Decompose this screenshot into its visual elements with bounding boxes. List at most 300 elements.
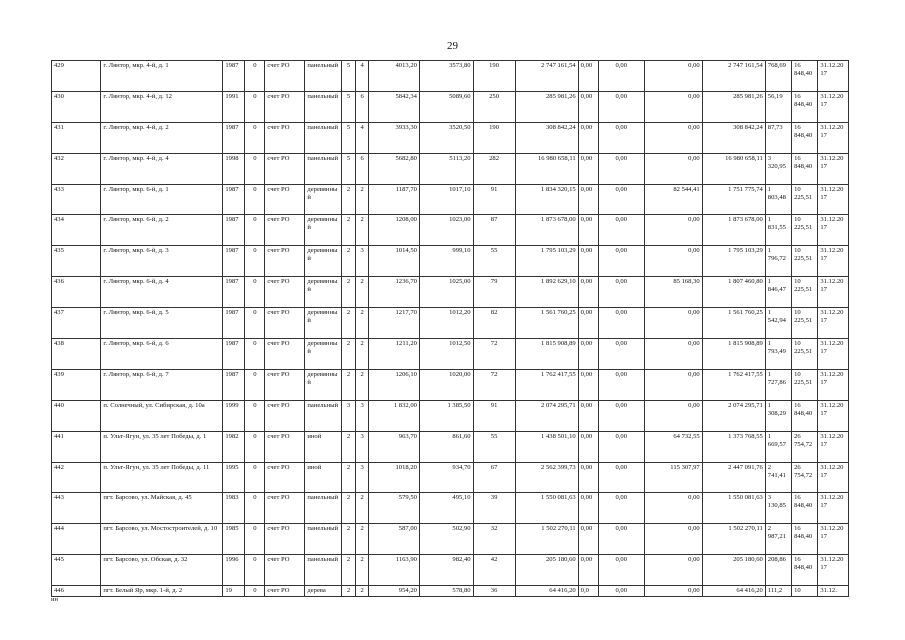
table-cell: 1 815 908,89 (515, 339, 578, 370)
table-cell: 79 (473, 277, 515, 308)
table-cell: 10 225,51 (792, 369, 818, 400)
table-cell: 999,10 (419, 246, 473, 277)
table-cell: счет РО (265, 91, 305, 122)
table-cell: счет РО (265, 431, 305, 462)
table-cell: 0 (245, 91, 265, 122)
table-cell: 0,00 (644, 246, 702, 277)
table-cell: 72 (473, 369, 515, 400)
table-cell: 441 (52, 431, 101, 462)
table-cell: 5682,80 (369, 153, 419, 184)
table-cell: 16 848,40 (792, 61, 818, 92)
table-cell: 2 (355, 493, 369, 524)
table-cell: 55 (473, 431, 515, 462)
table-cell: 1 550 081,63 (515, 493, 578, 524)
table-cell: 16 980 658,11 (702, 153, 765, 184)
table-cell: 1 502 270,11 (515, 524, 578, 555)
table-cell: 1987 (223, 61, 245, 92)
table-cell: 2 987,21 (765, 524, 791, 555)
table-cell: 0,00 (578, 246, 598, 277)
table-row (52, 246, 849, 277)
table-cell: пгт. Барсово, ул. Обская, д. 32 (101, 555, 223, 586)
table-cell: 587,00 (369, 524, 419, 555)
table-cell: 1023,00 (419, 215, 473, 246)
table-cell: 0,00 (578, 308, 598, 339)
table-row (52, 555, 849, 586)
table-cell: 1998 (223, 153, 245, 184)
table-cell: 5842,34 (369, 91, 419, 122)
table-cell: 190 (473, 122, 515, 153)
table-cell: 87,73 (765, 122, 791, 153)
table-cell: 1 502 270,11 (702, 524, 765, 555)
table-cell: 0,00 (598, 122, 644, 153)
table-cell: 10 225,51 (792, 184, 818, 215)
table-cell: 10 225,51 (792, 339, 818, 370)
table-cell: 56,19 (765, 91, 791, 122)
table-cell: 0 (245, 369, 265, 400)
table-cell: 31.12.2017 (818, 215, 849, 246)
table-cell: 4013,20 (369, 61, 419, 92)
table-cell: пгт. Барсово, ул. Мостостроителей, д. 10 (101, 524, 223, 555)
table-cell: 1018,20 (369, 462, 419, 493)
table-cell: 2 074 295,71 (515, 400, 578, 431)
table-cell: 282 (473, 153, 515, 184)
table-cell: 1236,70 (369, 277, 419, 308)
table-cell: 55 (473, 246, 515, 277)
table-cell: 31.12.2017 (818, 61, 849, 92)
table-cell: 3933,30 (369, 122, 419, 153)
table-cell: 16 848,40 (792, 122, 818, 153)
table-cell: 579,50 (369, 493, 419, 524)
table-cell: 0 (245, 555, 265, 586)
table-cell: 439 (52, 369, 101, 400)
table-cell: 495,10 (419, 493, 473, 524)
table-cell: 3 (355, 400, 369, 431)
table-cell: 0,00 (578, 524, 598, 555)
table-cell: 1208,00 (369, 215, 419, 246)
table-cell: 2 (355, 308, 369, 339)
table-cell: г. Лянтор, мкр. 6-й, д. 3 (101, 246, 223, 277)
table-cell: 82 544,41 (644, 184, 702, 215)
table-cell: 16 848,40 (792, 91, 818, 122)
table-cell: 1 669,57 (765, 431, 791, 462)
table-cell: 1987 (223, 277, 245, 308)
table-cell: 578,80 (419, 586, 473, 597)
table-cell: 1999 (223, 400, 245, 431)
page-number: 29 (447, 40, 458, 52)
table-cell: 1 561 760,25 (515, 308, 578, 339)
table-cell: 2 (355, 339, 369, 370)
table-cell: счет РО (265, 308, 305, 339)
table-cell: деревянный (305, 277, 342, 308)
table-cell: 31.12.2017 (818, 184, 849, 215)
table-cell: 2 (355, 369, 369, 400)
table-cell: 768,69 (765, 61, 791, 92)
table-cell: 1987 (223, 339, 245, 370)
table-cell: 433 (52, 184, 101, 215)
table-cell: 1014,50 (369, 246, 419, 277)
table-cell: 111,2 (765, 586, 791, 597)
table-cell: 5 (342, 153, 356, 184)
table-cell: счет РО (265, 246, 305, 277)
table-cell: 1 385,50 (419, 400, 473, 431)
table-cell: 31.12.2017 (818, 555, 849, 586)
table-row (52, 400, 849, 431)
table-cell: 1987 (223, 184, 245, 215)
table-cell: панельный (305, 524, 342, 555)
table-cell: 2 747 161,54 (515, 61, 578, 92)
table-cell: 0,00 (578, 91, 598, 122)
table-row (52, 493, 849, 524)
table-cell: 0,00 (598, 184, 644, 215)
table-cell: 3 (355, 431, 369, 462)
table-cell: 1 727,86 (765, 369, 791, 400)
table-cell: 2 (342, 431, 356, 462)
table-cell: 1163,90 (369, 555, 419, 586)
table-row (52, 122, 849, 153)
table-cell: 10 225,51 (792, 277, 818, 308)
table-cell: 442 (52, 462, 101, 493)
table-cell: 0,00 (598, 586, 644, 597)
table-cell: 31.12.2017 (818, 431, 849, 462)
table-cell: 1987 (223, 369, 245, 400)
table-cell: 1 561 760,25 (702, 308, 765, 339)
table-cell: счет РО (265, 277, 305, 308)
table-cell: 2 (342, 586, 356, 597)
table-cell: 2 (342, 277, 356, 308)
table-cell: 205 180,60 (702, 555, 765, 586)
table-cell: 0,00 (598, 462, 644, 493)
table-cell: 1 796,72 (765, 246, 791, 277)
table-cell: 0,0 (578, 586, 598, 597)
table-cell: 0 (245, 61, 265, 92)
table-cell: 0 (245, 462, 265, 493)
table-cell: 443 (52, 493, 101, 524)
table-cell: 1987 (223, 246, 245, 277)
table-cell: 10 225,51 (792, 246, 818, 277)
table-cell: дерева (305, 586, 342, 597)
table-cell: 16 848,40 (792, 153, 818, 184)
table-cell: 432 (52, 153, 101, 184)
table-cell: 2 (355, 215, 369, 246)
table-cell: счет РО (265, 339, 305, 370)
table-cell: пгт. Барсово, ул. Майская, д. 45 (101, 493, 223, 524)
table-cell: 0,00 (578, 184, 598, 215)
table-cell: 67 (473, 462, 515, 493)
table-cell: счет РО (265, 462, 305, 493)
table-cell: 0,00 (644, 153, 702, 184)
table-cell: 0,00 (598, 91, 644, 122)
table-cell: 0,00 (598, 61, 644, 92)
table-cell: 1 815 908,89 (702, 339, 765, 370)
table-cell: 445 (52, 555, 101, 586)
table-cell: 0,00 (578, 339, 598, 370)
table-row (52, 369, 849, 400)
table-cell: 6 (355, 153, 369, 184)
table-cell: 190 (473, 61, 515, 92)
table-cell: 1 751 775,74 (702, 184, 765, 215)
table-cell: 26 754,72 (792, 462, 818, 493)
table-row (52, 308, 849, 339)
table-cell: 1987 (223, 122, 245, 153)
table-cell: счет РО (265, 493, 305, 524)
table-row (52, 61, 849, 92)
table-cell: 0,00 (598, 555, 644, 586)
table-row (52, 277, 849, 308)
table-cell: 208,86 (765, 555, 791, 586)
table-cell: 430 (52, 91, 101, 122)
table-cell: 10 (792, 586, 818, 597)
table-cell: 3 (355, 462, 369, 493)
table-cell: 308 842,24 (702, 122, 765, 153)
table-cell: 0,00 (578, 122, 598, 153)
table-cell: 2 (355, 184, 369, 215)
table-cell: 2 (342, 339, 356, 370)
table-cell: 0,00 (598, 493, 644, 524)
table-cell: 0 (245, 153, 265, 184)
table-cell: 1 873 678,00 (702, 215, 765, 246)
table-cell: 2 (342, 246, 356, 277)
table-cell: 5 (342, 61, 356, 92)
table-cell: 0,00 (644, 586, 702, 597)
table-cell: счет РО (265, 555, 305, 586)
table-cell: 1987 (223, 308, 245, 339)
table-cell: 861,60 (419, 431, 473, 462)
table-cell: 0,00 (578, 61, 598, 92)
table-row (52, 586, 849, 597)
table-cell: 0,00 (644, 524, 702, 555)
table-cell: 2 074 295,71 (702, 400, 765, 431)
table-cell: 0,00 (598, 215, 644, 246)
table-cell: деревянный (305, 184, 342, 215)
table-cell: 0,00 (644, 400, 702, 431)
table-cell: деревянный (305, 215, 342, 246)
table-cell: 1982 (223, 431, 245, 462)
table-cell: 0,00 (578, 153, 598, 184)
table-cell: деревянный (305, 339, 342, 370)
table-cell: 0,00 (598, 277, 644, 308)
table-cell: 3573,80 (419, 61, 473, 92)
table-cell: 42 (473, 555, 515, 586)
table-cell: 2 (342, 462, 356, 493)
table-cell: 87 (473, 215, 515, 246)
table-cell: 1995 (223, 462, 245, 493)
table-cell: 1206,10 (369, 369, 419, 400)
table-cell: 2 741,41 (765, 462, 791, 493)
table-cell: 31.12.2017 (818, 308, 849, 339)
table-cell: 1 795 103,29 (515, 246, 578, 277)
table-cell: панельный (305, 91, 342, 122)
table-cell: 0 (245, 277, 265, 308)
table-cell: 6 (355, 91, 369, 122)
table-cell: счет РО (265, 153, 305, 184)
table-cell: 1 831,55 (765, 215, 791, 246)
table-cell: 1 550 081,63 (702, 493, 765, 524)
table-cell: 16 980 658,11 (515, 153, 578, 184)
register-table (51, 60, 849, 597)
table-cell: 1 892 629,10 (515, 277, 578, 308)
table-cell: панельный (305, 493, 342, 524)
table-cell: 2 (355, 524, 369, 555)
table-cell: 64 416,20 (515, 586, 578, 597)
table-cell: 1 762 417,55 (702, 369, 765, 400)
table-cell: деревянный (305, 308, 342, 339)
table-cell: 72 (473, 339, 515, 370)
table-cell: 26 754,72 (792, 431, 818, 462)
table-cell: 1 832,00 (369, 400, 419, 431)
table-cell: счет РО (265, 122, 305, 153)
table-cell: 934,70 (419, 462, 473, 493)
table-cell: 1211,20 (369, 339, 419, 370)
table-row (52, 153, 849, 184)
table-cell: 437 (52, 308, 101, 339)
table-cell: деревянный (305, 369, 342, 400)
table-cell: 0,00 (578, 462, 598, 493)
table-row (52, 339, 849, 370)
table-cell: 250 (473, 91, 515, 122)
table-cell: панельный (305, 400, 342, 431)
table-row (52, 524, 849, 555)
table-cell: 85 168,30 (644, 277, 702, 308)
table-cell: 2 (342, 308, 356, 339)
table-cell: 115 307,97 (644, 462, 702, 493)
table-cell: счет РО (265, 184, 305, 215)
table-row (52, 431, 849, 462)
table-cell: 1 373 768,55 (702, 431, 765, 462)
table-cell: 1983 (223, 493, 245, 524)
table-cell: 1985 (223, 524, 245, 555)
table-row (52, 91, 849, 122)
table-cell: 0,00 (578, 555, 598, 586)
table-cell: 444 (52, 524, 101, 555)
table-cell: 0,00 (578, 431, 598, 462)
table-cell: 438 (52, 339, 101, 370)
table-cell: 1987 (223, 215, 245, 246)
table-cell: 31.12.2017 (818, 524, 849, 555)
table-cell: 91 (473, 184, 515, 215)
table-cell: 31.12.2017 (818, 246, 849, 277)
table-cell: 1996 (223, 555, 245, 586)
table-cell: 31.12. (818, 586, 849, 597)
table-row (52, 462, 849, 493)
table-cell: 440 (52, 400, 101, 431)
table-cell: 1 762 417,55 (515, 369, 578, 400)
table-body (52, 61, 849, 597)
table-cell: 2 (342, 524, 356, 555)
table-cell: 2 (342, 215, 356, 246)
table-cell: 0,00 (578, 493, 598, 524)
table-cell: 16 848,40 (792, 400, 818, 431)
table-cell: 2 (355, 586, 369, 597)
table-cell: 0,00 (644, 61, 702, 92)
table-cell: 0,00 (644, 555, 702, 586)
table-cell: г. Лянтор, мкр. 4-й, д. 2 (101, 122, 223, 153)
table-cell: 36 (473, 586, 515, 597)
table-cell: счет РО (265, 61, 305, 92)
table-cell: 435 (52, 246, 101, 277)
table-cell: 0 (245, 493, 265, 524)
table-cell: счет РО (265, 524, 305, 555)
table-cell: 285 981,26 (515, 91, 578, 122)
table-cell: 0 (245, 215, 265, 246)
table-cell: г. Лянтор, мкр. 6-й, д. 5 (101, 308, 223, 339)
table-cell: 1 793,49 (765, 339, 791, 370)
table-cell: 16 848,40 (792, 493, 818, 524)
table-cell: 31.12.2017 (818, 400, 849, 431)
table-cell: 3520,50 (419, 122, 473, 153)
table-cell: 4 (355, 61, 369, 92)
table-cell: пгт. Белый Яр, мкр. 1-й, д. 2 (101, 586, 223, 597)
table-cell: 205 180,60 (515, 555, 578, 586)
table-cell: 5 (342, 122, 356, 153)
table-cell: 1 803,48 (765, 184, 791, 215)
table-cell: 0,00 (578, 369, 598, 400)
table-cell: счет РО (265, 400, 305, 431)
table-cell: деревянный (305, 246, 342, 277)
table-cell: п. Солнечный, ул. Сибирская, д. 10а (101, 400, 223, 431)
table-cell: 1017,10 (419, 184, 473, 215)
table-cell: г. Лянтор, мкр. 6-й, д. 6 (101, 339, 223, 370)
table-cell: 0,00 (644, 339, 702, 370)
table-cell: г. Лянтор, мкр. 4-й, д. 1 (101, 61, 223, 92)
table-cell: 0,00 (644, 215, 702, 246)
table-cell: 3 130,85 (765, 493, 791, 524)
table-cell: 0,00 (598, 431, 644, 462)
table-cell: 431 (52, 122, 101, 153)
table-cell: панельный (305, 153, 342, 184)
table-cell: 32 (473, 524, 515, 555)
table-cell: 2 (355, 555, 369, 586)
table-cell: 3 (342, 400, 356, 431)
table-cell: 0,00 (598, 308, 644, 339)
table-cell: 446 (52, 586, 101, 597)
table-cell: 0,00 (598, 369, 644, 400)
table-cell: 1 308,29 (765, 400, 791, 431)
table-cell: 0,00 (598, 339, 644, 370)
table-cell: панельный (305, 122, 342, 153)
table-cell: 31.12.2017 (818, 339, 849, 370)
table-cell: п. Ульт-Ягун, ул. 35 лет Победы, д. 11 (101, 462, 223, 493)
table-cell: 0 (245, 400, 265, 431)
table-cell: 31.12.2017 (818, 122, 849, 153)
table-cell: 16 848,40 (792, 555, 818, 586)
table-cell: 0,00 (598, 246, 644, 277)
table-cell: 0 (245, 308, 265, 339)
table-cell: г. Лянтор, мкр. 4-й, д. 12 (101, 91, 223, 122)
table-cell: 4 (355, 122, 369, 153)
table-cell: 39 (473, 493, 515, 524)
table-cell: 0,00 (598, 524, 644, 555)
table-cell: 0 (245, 122, 265, 153)
table-cell: 31.12.2017 (818, 153, 849, 184)
table-cell: 31.12.2017 (818, 91, 849, 122)
table-cell: 19 (223, 586, 245, 597)
table-cell: 5 (342, 91, 356, 122)
table-cell: иной (305, 462, 342, 493)
table-cell: 2 747 161,54 (702, 61, 765, 92)
table-cell: 3 320,95 (765, 153, 791, 184)
table-cell: 2 (342, 184, 356, 215)
table-cell: 2 (342, 493, 356, 524)
table-cell: 434 (52, 215, 101, 246)
table-cell: панельный (305, 61, 342, 92)
table-cell: 0,00 (578, 215, 598, 246)
table-cell: г. Лянтор, мкр. 6-й, д. 2 (101, 215, 223, 246)
table-cell: 10 225,51 (792, 308, 818, 339)
table-cell: 31.12.2017 (818, 493, 849, 524)
table-cell: г. Лянтор, мкр. 4-й, д. 4 (101, 153, 223, 184)
table-cell: г. Лянтор, мкр. 6-й, д. 1 (101, 184, 223, 215)
table-cell: 0,00 (644, 91, 702, 122)
